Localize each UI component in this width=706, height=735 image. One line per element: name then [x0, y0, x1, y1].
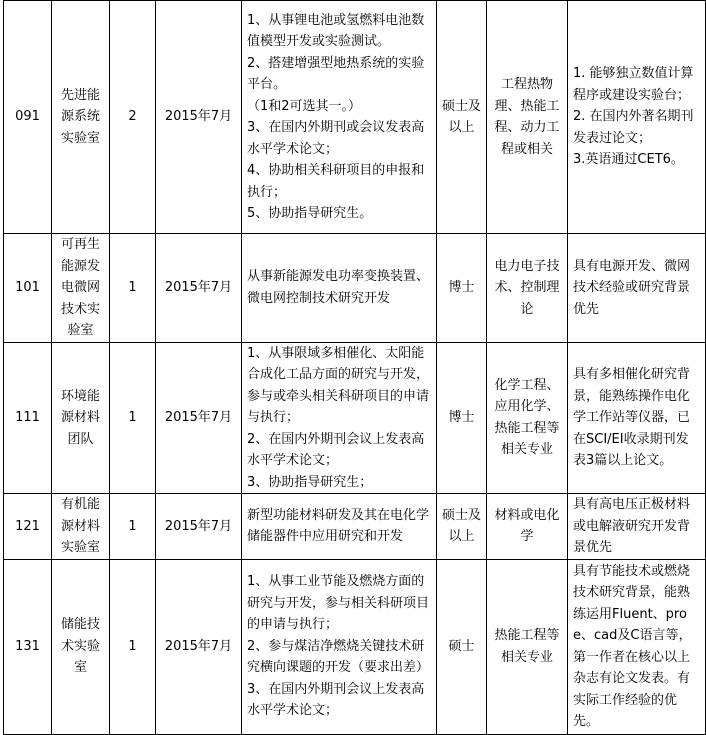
- requirement-line: 具有电源开发、微网技术经验或研究背景优先: [573, 258, 691, 317]
- job-duties: [242, 559, 437, 734]
- requirements: [568, 234, 706, 343]
- duty-line: 2、参与煤洁净燃烧关键技术研究横向课题的开发（要求出差）: [247, 638, 430, 676]
- department-name: 先进能源系统实验室: [52, 1, 110, 234]
- duty-line: 新型功能材料研发及其在电化学储能器件中应用研究和开发: [247, 507, 430, 545]
- degree: 硕士及以上: [437, 494, 487, 560]
- available-date: 2015年7月: [156, 559, 242, 734]
- position-code: 111: [4, 342, 52, 494]
- job-duties: [242, 1, 437, 234]
- duty-line: 从事新能源发电功率变换装置、微电网控制技术研究开发: [247, 269, 430, 306]
- major: 电力电子技术、控制理论: [487, 234, 568, 343]
- headcount: 1: [110, 342, 156, 494]
- department-name: 储能技术实验室: [52, 559, 110, 734]
- duty-line: 3、协助指导研究生；: [247, 474, 373, 490]
- available-date: 2015年7月: [156, 234, 242, 343]
- available-date: 2015年7月: [156, 1, 242, 234]
- job-duties: [242, 494, 437, 560]
- job-duties: [242, 234, 437, 343]
- table-row: [4, 342, 706, 494]
- recruitment-table: [3, 0, 706, 735]
- headcount: 2: [110, 1, 156, 234]
- department-name: 可再生能源发电微网技术实验室: [52, 234, 110, 343]
- requirement-line: 3.英语通过CET6。: [573, 152, 684, 168]
- position-code: 091: [4, 1, 52, 234]
- headcount: 1: [110, 234, 156, 343]
- duty-line: 1、从事锂电池或氢燃料电池数值模型开发或实验测试。: [247, 12, 425, 49]
- department-name: 环境能源材料团队: [52, 342, 110, 494]
- headcount: 1: [110, 559, 156, 734]
- duty-line: 5、协助指导研究生。: [247, 206, 373, 221]
- table-row: [4, 559, 706, 734]
- table-row: [4, 234, 706, 343]
- requirement-line: 1. 能够独立数值计算程序或建设实验台；: [573, 66, 694, 103]
- headcount: 1: [110, 494, 156, 560]
- major: 材料或电化学: [487, 494, 568, 560]
- duty-line: 2、搭建增强型地热系统的实验平台。: [247, 55, 425, 92]
- degree: 硕士及以上: [437, 1, 487, 234]
- requirements: [568, 494, 706, 560]
- duty-line: 1、从事工业节能及燃烧方面的研究与开发，参与相关科研项目的申请与执行；: [247, 574, 430, 633]
- degree: 博士: [437, 342, 487, 494]
- duty-line: 4、协助相关科研项目的申报和执行；: [247, 163, 425, 200]
- major: 工程热物理、热能工程、动力工程或相关: [487, 1, 568, 234]
- duty-line: 1、从事限域多相催化、太阳能合成化工品方面的研究与开发，参与或牵头相关科研项目的申请与执行；: [247, 345, 430, 425]
- duty-line: 2、在国内外期刊会议上发表高水平学术论文；: [247, 431, 425, 468]
- requirement-line: 具有多相催化研究背景，能熟练操作电化学工作站等仪器，已在SCI/EI收录期刊发表3篇以上论文。: [573, 367, 691, 468]
- duty-line: 3、在国内外期刊或会议发表高水平学术论文；: [247, 120, 425, 157]
- department-name: 有机能源材料实验室: [52, 494, 110, 560]
- table-row: [4, 494, 706, 560]
- position-code: 101: [4, 234, 52, 343]
- available-date: 2015年7月: [156, 494, 242, 560]
- major: 热能工程等相关专业: [487, 559, 568, 734]
- position-code: 121: [4, 494, 52, 560]
- duty-line: 3、在国内外期刊会议上发表高水平学术论文；: [247, 681, 425, 719]
- position-code: 131: [4, 559, 52, 734]
- requirement-line: 2. 在国内外著名期刊发表过论文；: [573, 109, 694, 146]
- job-duties: [242, 342, 437, 494]
- requirement-line: 具有高电压正极材料或电解液研究开发背景优先: [573, 497, 691, 555]
- requirements: [568, 342, 706, 494]
- requirement-line: 具有节能技术或燃烧技术研究背景，能熟练运用Fluent、proe、cad及C语言等，第一作者在核心以上杂志有论文发表。有实际工作经验的优先。: [573, 563, 692, 729]
- requirements: [568, 1, 706, 234]
- degree: 硕士: [437, 559, 487, 734]
- table-row: [4, 1, 706, 234]
- degree: 博士: [437, 234, 487, 343]
- requirements: [568, 559, 706, 734]
- major: 化学工程、应用化学、热能工程等相关专业: [487, 342, 568, 494]
- duty-line: （1和2可选其一。）: [247, 98, 362, 114]
- available-date: 2015年7月: [156, 342, 242, 494]
